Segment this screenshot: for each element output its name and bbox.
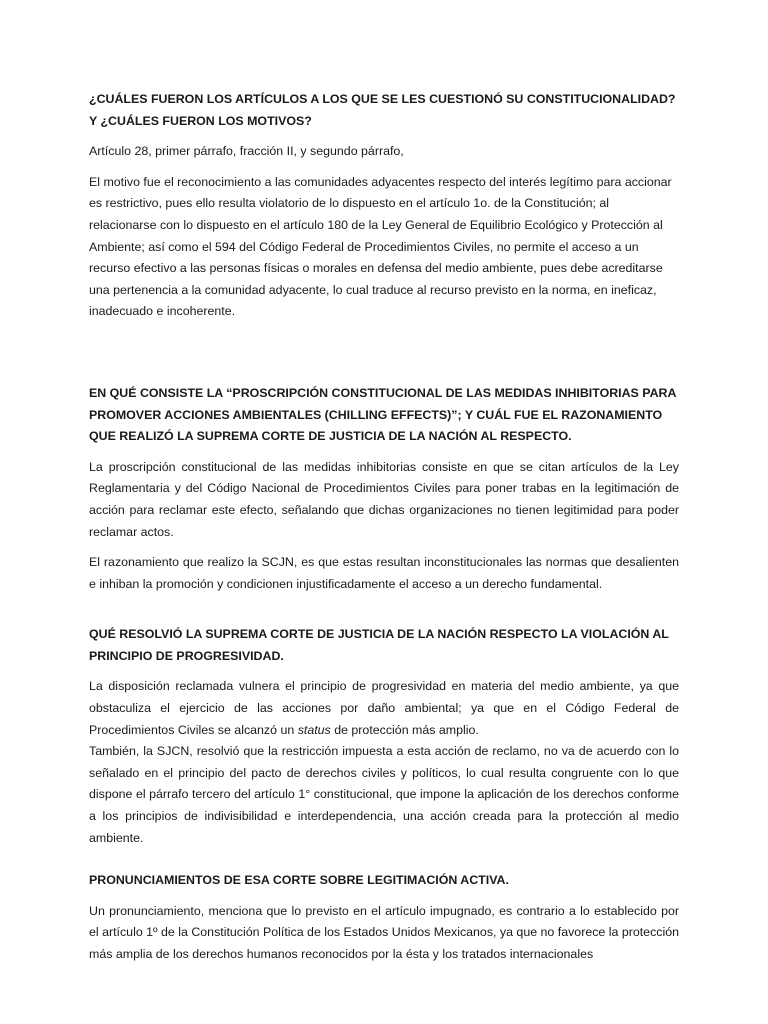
paragraph-proscripcion: La proscripción constitucional de las medidas inhibitorias consiste en que se citan artículos de la Ley Reglamentaria y del Código Nacional de Procedimientos Civiles para poner trabas en la legitimación de acción para reclamar este efecto, señalando que dichas organizaciones no tienen legitimidad para poder reclamar actos. [89, 459, 679, 539]
paragraph-pronunciamiento: Un pronunciamiento, menciona que lo previsto en el artículo impugnado, es contrario a lo establecido por el artículo 1º de la Constitución Política de los Estados Unidos Mexicanos, ya que no favorece la protección más amplia de los derechos humanos reconocidos por la ésta y los tratados internacionales [89, 903, 679, 961]
paragraph-motivo: El motivo fue el reconocimiento a las comunidades adyacentes respecto del interés legítimo para accionar es restrictivo, pues ello resulta violatorio de lo dispuesto en el artículo 1o. de la Constitución; al relacionarse con lo dispuesto en el artículo 180 de la Ley General de Equilibrio Ecológico y Protección al Ambiente; así como el 594 del Código Federal de Procedimientos Civiles, no permite el acceso a un recurso efectivo a las personas físicas o morales en defensa del medio ambiente, pues debe acreditarse una pertenencia a la comunidad adyacente, lo cual traduce al recurso previsto en la norma, en ineficaz, inadecuado e incoherente. [89, 174, 672, 319]
paragraph-disposicion-text: La disposición reclamada vulnera el principio de progresividad en materia del medio ambiente, ya que obstaculiza el ejercicio de las acciones por daño ambiental; ya que en el Código Federal de Procedimientos Civiles se alcanzó un [89, 679, 679, 737]
spacer [89, 858, 679, 870]
spacer [89, 604, 679, 624]
paragraph-disposicion-end: de protección más amplio. [330, 722, 479, 737]
paragraph-disposicion [89, 676, 679, 741]
document-body [89, 89, 679, 975]
spacer [89, 332, 679, 383]
paragraph-razonamiento: El razonamiento que realizo la SCJN, es que estas resultan inconstitucionales las normas que desalienten e inhiban la promoción y condicionen injustificadamente el acceso a un derecho fundamental. [89, 555, 679, 591]
section-heading-legitimacion: PRONUNCIAMIENTOS DE ESA CORTE SOBRE LEGITIMACIÓN ACTIVA. [89, 873, 509, 888]
paragraph-tambien: También, la SJCN, resolvió que la restricción impuesta a esta acción de reclamo, no va de acuerdo con lo señalado en el principio del pacto de derechos civiles y políticos, lo cual resulta congruente con lo que dispone el párrafo tercero del artículo 1° constitucional, que impone la aplicación de los derechos conforme a los principios de indivisibilidad e interdependencia, una acción creada para la protección al medio ambiente. [89, 744, 679, 845]
paragraph-articulo-28: Artículo 28, primer párrafo, fracción II, y segundo párrafo, [89, 144, 404, 159]
status-italic: status [297, 722, 331, 737]
section-heading-proscripcion: EN QUÉ CONSISTE LA “PROSCRIPCIÓN CONSTITUCIONAL DE LAS MEDIDAS INHIBITORIAS PARA PROMOVER ACCIONES AMBIENTALES (CHILLING EFFECTS)”; Y CUÁL FUE EL RAZONAMIENTO QUE REALIZÓ LA SUPREMA CORTE DE JUSTICIA DE LA NACIÓN AL RESPECTO. [89, 385, 676, 444]
section-heading-articulos: ¿CUÁLES FUERON LOS ARTÍCULOS A LOS QUE SE LES CUESTIONÓ SU CONSTITUCIONALIDAD? Y ¿CUÁLES FUERON LOS MOTIVOS? [89, 92, 676, 128]
section-heading-progresividad: QUÉ RESOLVIÓ LA SUPREMA CORTE DE JUSTICIA DE LA NACIÓN RESPECTO LA VIOLACIÓN AL PRINCIPIO DE PROGRESIVIDAD. [89, 627, 669, 663]
